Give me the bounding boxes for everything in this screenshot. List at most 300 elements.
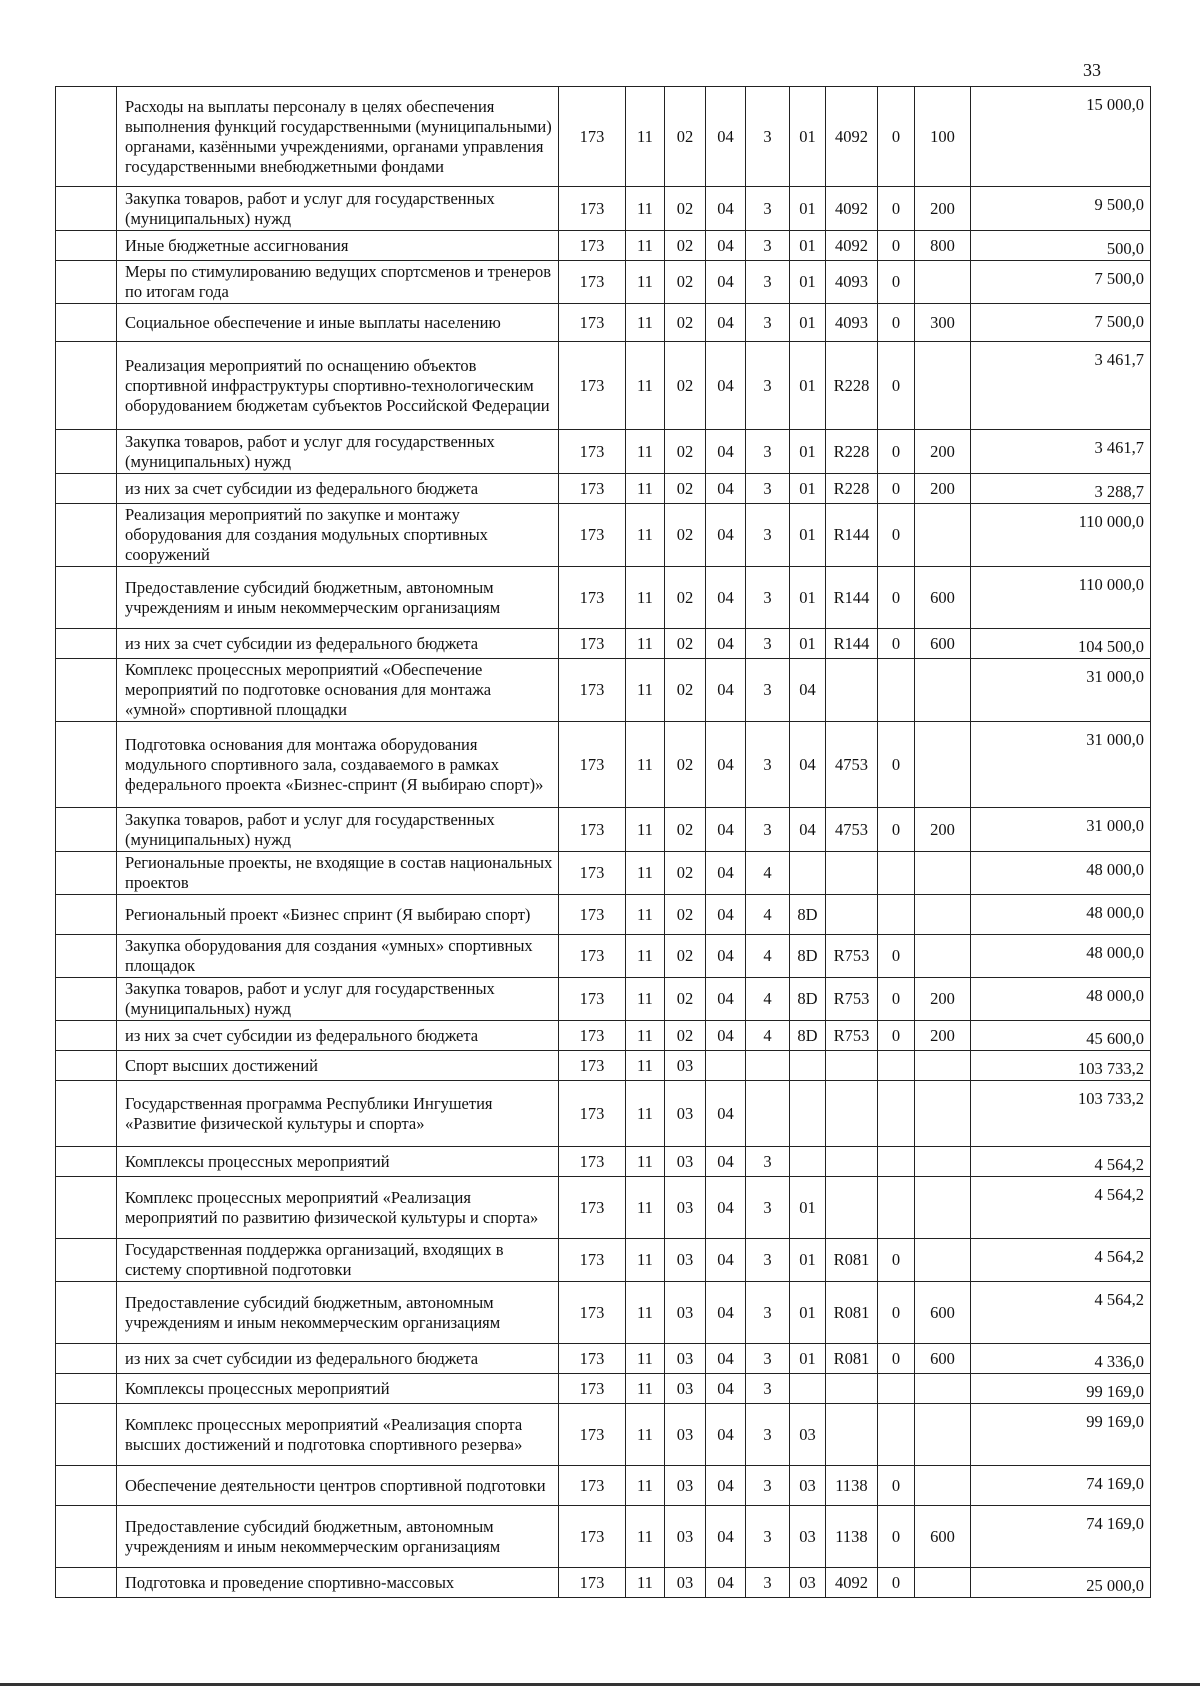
code-cell-4: 04 — [706, 474, 746, 504]
code-cell-3: 02 — [665, 187, 706, 231]
code-cell-8: 0 — [878, 87, 915, 187]
code-cell-4: 04 — [706, 1081, 746, 1147]
code-cell-5 — [746, 1081, 790, 1147]
code-cell-2: 11 — [626, 629, 665, 659]
code-cell-7: R753 — [826, 1021, 878, 1051]
code-cell-7: R081 — [826, 1239, 878, 1282]
code-cell-4: 04 — [706, 187, 746, 231]
code-cell-1: 173 — [559, 722, 626, 808]
code-cell-9 — [915, 1147, 971, 1177]
code-cell-5: 3 — [746, 304, 790, 342]
code-cell-2: 11 — [626, 1051, 665, 1081]
row-number-cell — [56, 504, 117, 567]
row-name-cell: Подготовка и проведение спортивно-массовых — [117, 1568, 559, 1598]
table-row — [56, 659, 1151, 722]
code-cell-1: 173 — [559, 852, 626, 895]
code-cell-8: 0 — [878, 187, 915, 231]
budget-table-body — [56, 87, 1151, 1598]
row-name-cell: Предоставление субсидий бюджетным, автономным учреждениям и иным некоммерческим организациям — [117, 1282, 559, 1344]
code-cell-1: 173 — [559, 1147, 626, 1177]
code-cell-6: 04 — [790, 808, 826, 852]
code-cell-1: 173 — [559, 504, 626, 567]
code-cell-8 — [878, 1374, 915, 1404]
code-cell-5: 3 — [746, 722, 790, 808]
code-cell-5: 3 — [746, 187, 790, 231]
code-cell-1: 173 — [559, 261, 626, 304]
code-cell-2: 11 — [626, 567, 665, 629]
code-cell-5: 3 — [746, 1239, 790, 1282]
code-cell-9 — [915, 659, 971, 722]
code-cell-1: 173 — [559, 1568, 626, 1598]
code-cell-4: 04 — [706, 1147, 746, 1177]
code-cell-8: 0 — [878, 629, 915, 659]
code-cell-6: 01 — [790, 231, 826, 261]
code-cell-7: R228 — [826, 430, 878, 474]
amount-cell: 4 564,2 — [971, 1147, 1151, 1177]
code-cell-7: 4092 — [826, 87, 878, 187]
row-number-cell — [56, 659, 117, 722]
code-cell-6 — [790, 1374, 826, 1404]
code-cell-9: 600 — [915, 567, 971, 629]
code-cell-2: 11 — [626, 87, 665, 187]
budget-table — [55, 86, 1151, 1598]
code-cell-2: 11 — [626, 722, 665, 808]
code-cell-6: 01 — [790, 304, 826, 342]
code-cell-2: 11 — [626, 1282, 665, 1344]
amount-cell: 4 564,2 — [971, 1282, 1151, 1344]
code-cell-9: 200 — [915, 474, 971, 504]
row-name-cell: Закупка товаров, работ и услуг для государственных (муниципальных) нужд — [117, 187, 559, 231]
code-cell-1: 173 — [559, 567, 626, 629]
code-cell-3: 02 — [665, 261, 706, 304]
amount-cell: 7 500,0 — [971, 304, 1151, 342]
row-name-cell: Предоставление субсидий бюджетным, автономным учреждениям и иным некоммерческим организациям — [117, 567, 559, 629]
code-cell-8: 0 — [878, 1344, 915, 1374]
row-name-cell: Государственная поддержка организаций, входящих в систему спортивной подготовки — [117, 1239, 559, 1282]
table-row — [56, 567, 1151, 629]
table-row — [56, 1239, 1151, 1282]
row-name-cell: Меры по стимулированию ведущих спортсменов и тренеров по итогам года — [117, 261, 559, 304]
code-cell-6: 01 — [790, 1344, 826, 1374]
code-cell-5: 3 — [746, 808, 790, 852]
table-row — [56, 1147, 1151, 1177]
code-cell-6: 01 — [790, 1282, 826, 1344]
row-number-cell — [56, 1147, 117, 1177]
code-cell-7: R753 — [826, 978, 878, 1021]
code-cell-7: R081 — [826, 1282, 878, 1344]
code-cell-8 — [878, 1177, 915, 1239]
code-cell-1: 173 — [559, 342, 626, 430]
code-cell-7: 4753 — [826, 808, 878, 852]
code-cell-3: 02 — [665, 895, 706, 935]
row-name-cell: из них за счет субсидии из федерального бюджета — [117, 474, 559, 504]
row-number-cell — [56, 1404, 117, 1466]
amount-cell: 4 564,2 — [971, 1177, 1151, 1239]
code-cell-6: 04 — [790, 659, 826, 722]
code-cell-6: 03 — [790, 1568, 826, 1598]
row-number-cell — [56, 1374, 117, 1404]
row-number-cell — [56, 1282, 117, 1344]
code-cell-9: 200 — [915, 430, 971, 474]
code-cell-8 — [878, 659, 915, 722]
code-cell-1: 173 — [559, 1239, 626, 1282]
code-cell-1: 173 — [559, 1466, 626, 1506]
code-cell-1: 173 — [559, 935, 626, 978]
code-cell-9: 200 — [915, 808, 971, 852]
amount-cell: 9 500,0 — [971, 187, 1151, 231]
code-cell-5: 3 — [746, 1282, 790, 1344]
code-cell-7: 4092 — [826, 187, 878, 231]
code-cell-3: 03 — [665, 1404, 706, 1466]
table-row — [56, 87, 1151, 187]
row-number-cell — [56, 261, 117, 304]
code-cell-3: 02 — [665, 1021, 706, 1051]
row-name-cell: Комплекс процессных мероприятий «Реализация спорта высших достижений и подготовка спортивного резерва» — [117, 1404, 559, 1466]
code-cell-6: 8D — [790, 1021, 826, 1051]
amount-cell: 110 000,0 — [971, 504, 1151, 567]
code-cell-2: 11 — [626, 935, 665, 978]
code-cell-8: 0 — [878, 430, 915, 474]
row-name-cell: Региональный проект «Бизнес спринт (Я выбираю спорт) — [117, 895, 559, 935]
code-cell-6 — [790, 1051, 826, 1081]
code-cell-8 — [878, 1051, 915, 1081]
table-row — [56, 895, 1151, 935]
code-cell-5: 3 — [746, 231, 790, 261]
table-row — [56, 1466, 1151, 1506]
code-cell-6: 04 — [790, 722, 826, 808]
row-number-cell — [56, 852, 117, 895]
amount-cell: 74 169,0 — [971, 1466, 1151, 1506]
code-cell-7 — [826, 1374, 878, 1404]
code-cell-7: 1138 — [826, 1506, 878, 1568]
code-cell-4: 04 — [706, 504, 746, 567]
row-name-cell: Комплексы процессных мероприятий — [117, 1147, 559, 1177]
code-cell-5: 4 — [746, 852, 790, 895]
code-cell-9: 200 — [915, 978, 971, 1021]
code-cell-8 — [878, 1081, 915, 1147]
amount-cell: 99 169,0 — [971, 1374, 1151, 1404]
code-cell-2: 11 — [626, 895, 665, 935]
amount-cell: 99 169,0 — [971, 1404, 1151, 1466]
row-name-cell: из них за счет субсидии из федерального бюджета — [117, 1021, 559, 1051]
code-cell-9 — [915, 895, 971, 935]
code-cell-1: 173 — [559, 1177, 626, 1239]
code-cell-6: 01 — [790, 342, 826, 430]
row-number-cell — [56, 304, 117, 342]
code-cell-9 — [915, 1404, 971, 1466]
code-cell-4: 04 — [706, 430, 746, 474]
amount-cell: 3 288,7 — [971, 474, 1151, 504]
code-cell-3: 02 — [665, 978, 706, 1021]
code-cell-7: 1138 — [826, 1466, 878, 1506]
row-number-cell — [56, 87, 117, 187]
code-cell-2: 11 — [626, 1021, 665, 1051]
code-cell-7: 4753 — [826, 722, 878, 808]
row-number-cell — [56, 1177, 117, 1239]
code-cell-3: 03 — [665, 1051, 706, 1081]
amount-cell: 31 000,0 — [971, 722, 1151, 808]
code-cell-2: 11 — [626, 978, 665, 1021]
code-cell-6: 01 — [790, 1177, 826, 1239]
code-cell-6: 01 — [790, 567, 826, 629]
code-cell-4: 04 — [706, 659, 746, 722]
code-cell-9 — [915, 935, 971, 978]
code-cell-5: 3 — [746, 504, 790, 567]
row-number-cell — [56, 1506, 117, 1568]
code-cell-5: 3 — [746, 1344, 790, 1374]
table-row — [56, 935, 1151, 978]
code-cell-2: 11 — [626, 304, 665, 342]
code-cell-7 — [826, 659, 878, 722]
code-cell-9 — [915, 1374, 971, 1404]
code-cell-7: R144 — [826, 567, 878, 629]
code-cell-5 — [746, 1051, 790, 1081]
code-cell-6: 03 — [790, 1466, 826, 1506]
code-cell-1: 173 — [559, 87, 626, 187]
code-cell-1: 173 — [559, 659, 626, 722]
code-cell-8: 0 — [878, 304, 915, 342]
amount-cell: 4 564,2 — [971, 1239, 1151, 1282]
code-cell-2: 11 — [626, 852, 665, 895]
code-cell-6 — [790, 852, 826, 895]
code-cell-9: 100 — [915, 87, 971, 187]
code-cell-9: 200 — [915, 1021, 971, 1051]
row-name-cell: Подготовка основания для монтажа оборудования модульного спортивного зала, создаваемого в рамках федерального проекта «Бизнес-спринт (Я выбираю спорт)» — [117, 722, 559, 808]
table-row — [56, 430, 1151, 474]
amount-cell: 31 000,0 — [971, 659, 1151, 722]
code-cell-6 — [790, 1147, 826, 1177]
code-cell-9 — [915, 1051, 971, 1081]
row-number-cell — [56, 1081, 117, 1147]
code-cell-3: 03 — [665, 1177, 706, 1239]
code-cell-3: 02 — [665, 629, 706, 659]
amount-cell: 48 000,0 — [971, 978, 1151, 1021]
code-cell-5: 3 — [746, 1506, 790, 1568]
table-row — [56, 304, 1151, 342]
amount-cell: 48 000,0 — [971, 852, 1151, 895]
code-cell-8: 0 — [878, 1568, 915, 1598]
row-name-cell: Реализация мероприятий по закупке и монтажу оборудования для создания модульных спортивных сооружений — [117, 504, 559, 567]
code-cell-6: 01 — [790, 430, 826, 474]
table-row — [56, 978, 1151, 1021]
code-cell-4: 04 — [706, 1568, 746, 1598]
table-row — [56, 722, 1151, 808]
code-cell-2: 11 — [626, 1404, 665, 1466]
row-number-cell — [56, 187, 117, 231]
code-cell-2: 11 — [626, 659, 665, 722]
table-row — [56, 261, 1151, 304]
code-cell-8: 0 — [878, 935, 915, 978]
code-cell-5: 3 — [746, 342, 790, 430]
code-cell-7 — [826, 1081, 878, 1147]
code-cell-9: 800 — [915, 231, 971, 261]
row-name-cell: Расходы на выплаты персоналу в целях обеспечения выполнения функций государственными (муниципальными) органами, казёнными учреждениями, органами управления государственными внебюджетными фондами — [117, 87, 559, 187]
code-cell-4: 04 — [706, 1506, 746, 1568]
code-cell-9 — [915, 1239, 971, 1282]
amount-cell: 45 600,0 — [971, 1021, 1151, 1051]
amount-cell: 103 733,2 — [971, 1051, 1151, 1081]
code-cell-4: 04 — [706, 1177, 746, 1239]
table-row — [56, 231, 1151, 261]
code-cell-7 — [826, 852, 878, 895]
code-cell-3: 03 — [665, 1147, 706, 1177]
code-cell-8: 0 — [878, 342, 915, 430]
code-cell-8: 0 — [878, 1239, 915, 1282]
amount-cell: 3 461,7 — [971, 430, 1151, 474]
code-cell-5: 3 — [746, 1466, 790, 1506]
code-cell-9: 600 — [915, 629, 971, 659]
amount-cell: 110 000,0 — [971, 567, 1151, 629]
code-cell-2: 11 — [626, 504, 665, 567]
amount-cell: 48 000,0 — [971, 935, 1151, 978]
code-cell-3: 02 — [665, 87, 706, 187]
code-cell-7: 4093 — [826, 304, 878, 342]
row-name-cell: Закупка товаров, работ и услуг для государственных (муниципальных) нужд — [117, 430, 559, 474]
amount-cell: 500,0 — [971, 231, 1151, 261]
code-cell-9 — [915, 1177, 971, 1239]
code-cell-2: 11 — [626, 1177, 665, 1239]
code-cell-3: 02 — [665, 659, 706, 722]
code-cell-5: 4 — [746, 978, 790, 1021]
code-cell-1: 173 — [559, 430, 626, 474]
code-cell-4: 04 — [706, 935, 746, 978]
code-cell-2: 11 — [626, 430, 665, 474]
code-cell-8 — [878, 1404, 915, 1466]
code-cell-4: 04 — [706, 1282, 746, 1344]
table-row — [56, 1081, 1151, 1147]
row-name-cell: Социальное обеспечение и иные выплаты населению — [117, 304, 559, 342]
code-cell-3: 03 — [665, 1506, 706, 1568]
code-cell-9 — [915, 852, 971, 895]
code-cell-8: 0 — [878, 1466, 915, 1506]
code-cell-2: 11 — [626, 231, 665, 261]
code-cell-8 — [878, 852, 915, 895]
code-cell-4: 04 — [706, 342, 746, 430]
row-number-cell — [56, 342, 117, 430]
code-cell-8: 0 — [878, 261, 915, 304]
table-row — [56, 1021, 1151, 1051]
code-cell-1: 173 — [559, 231, 626, 261]
code-cell-5: 3 — [746, 567, 790, 629]
code-cell-7: R081 — [826, 1344, 878, 1374]
row-number-cell — [56, 231, 117, 261]
code-cell-4 — [706, 1051, 746, 1081]
code-cell-1: 173 — [559, 187, 626, 231]
row-name-cell: из них за счет субсидии из федерального бюджета — [117, 1344, 559, 1374]
code-cell-1: 173 — [559, 895, 626, 935]
row-name-cell: из них за счет субсидии из федерального бюджета — [117, 629, 559, 659]
code-cell-5: 3 — [746, 1374, 790, 1404]
row-name-cell: Региональные проекты, не входящие в состав национальных проектов — [117, 852, 559, 895]
code-cell-5: 3 — [746, 1404, 790, 1466]
amount-cell: 25 000,0 — [971, 1568, 1151, 1598]
code-cell-1: 173 — [559, 1081, 626, 1147]
code-cell-3: 02 — [665, 722, 706, 808]
code-cell-7: R228 — [826, 474, 878, 504]
code-cell-3: 03 — [665, 1466, 706, 1506]
code-cell-6: 01 — [790, 629, 826, 659]
code-cell-1: 173 — [559, 629, 626, 659]
code-cell-4: 04 — [706, 304, 746, 342]
code-cell-1: 173 — [559, 1282, 626, 1344]
amount-cell: 15 000,0 — [971, 87, 1151, 187]
code-cell-8: 0 — [878, 1506, 915, 1568]
code-cell-7: 4093 — [826, 261, 878, 304]
code-cell-7 — [826, 895, 878, 935]
code-cell-2: 11 — [626, 1081, 665, 1147]
row-number-cell — [56, 808, 117, 852]
amount-cell: 104 500,0 — [971, 629, 1151, 659]
code-cell-5: 4 — [746, 895, 790, 935]
code-cell-1: 173 — [559, 1051, 626, 1081]
code-cell-7: R228 — [826, 342, 878, 430]
table-row — [56, 1506, 1151, 1568]
code-cell-3: 03 — [665, 1374, 706, 1404]
row-name-cell: Государственная программа Республики Ингушетия «Развитие физической культуры и спорта» — [117, 1081, 559, 1147]
code-cell-4: 04 — [706, 567, 746, 629]
code-cell-2: 11 — [626, 1374, 665, 1404]
code-cell-2: 11 — [626, 1466, 665, 1506]
code-cell-1: 173 — [559, 808, 626, 852]
table-row — [56, 629, 1151, 659]
row-number-cell — [56, 474, 117, 504]
code-cell-3: 02 — [665, 474, 706, 504]
code-cell-1: 173 — [559, 1021, 626, 1051]
budget-table-wrapper — [55, 86, 1150, 1598]
code-cell-8 — [878, 1147, 915, 1177]
code-cell-5: 3 — [746, 629, 790, 659]
code-cell-2: 11 — [626, 1239, 665, 1282]
code-cell-9: 200 — [915, 187, 971, 231]
code-cell-8: 0 — [878, 567, 915, 629]
row-number-cell — [56, 567, 117, 629]
code-cell-6: 01 — [790, 261, 826, 304]
row-name-cell: Иные бюджетные ассигнования — [117, 231, 559, 261]
code-cell-7 — [826, 1177, 878, 1239]
code-cell-3: 02 — [665, 231, 706, 261]
code-cell-8: 0 — [878, 231, 915, 261]
amount-cell: 31 000,0 — [971, 808, 1151, 852]
code-cell-5: 3 — [746, 1568, 790, 1598]
code-cell-8 — [878, 895, 915, 935]
code-cell-3: 02 — [665, 342, 706, 430]
code-cell-5: 4 — [746, 1021, 790, 1051]
code-cell-8: 0 — [878, 504, 915, 567]
code-cell-4: 04 — [706, 978, 746, 1021]
code-cell-7 — [826, 1147, 878, 1177]
code-cell-1: 173 — [559, 1506, 626, 1568]
code-cell-6: 01 — [790, 474, 826, 504]
row-number-cell — [56, 1344, 117, 1374]
code-cell-6: 8D — [790, 978, 826, 1021]
table-row — [56, 1374, 1151, 1404]
code-cell-4: 04 — [706, 1374, 746, 1404]
row-number-cell — [56, 722, 117, 808]
code-cell-3: 02 — [665, 808, 706, 852]
row-number-cell — [56, 629, 117, 659]
code-cell-2: 11 — [626, 808, 665, 852]
code-cell-8: 0 — [878, 978, 915, 1021]
code-cell-7 — [826, 1404, 878, 1466]
code-cell-8: 0 — [878, 474, 915, 504]
code-cell-4: 04 — [706, 852, 746, 895]
code-cell-2: 11 — [626, 187, 665, 231]
code-cell-9 — [915, 1466, 971, 1506]
code-cell-9 — [915, 261, 971, 304]
code-cell-4: 04 — [706, 629, 746, 659]
code-cell-5: 4 — [746, 935, 790, 978]
code-cell-2: 11 — [626, 261, 665, 304]
